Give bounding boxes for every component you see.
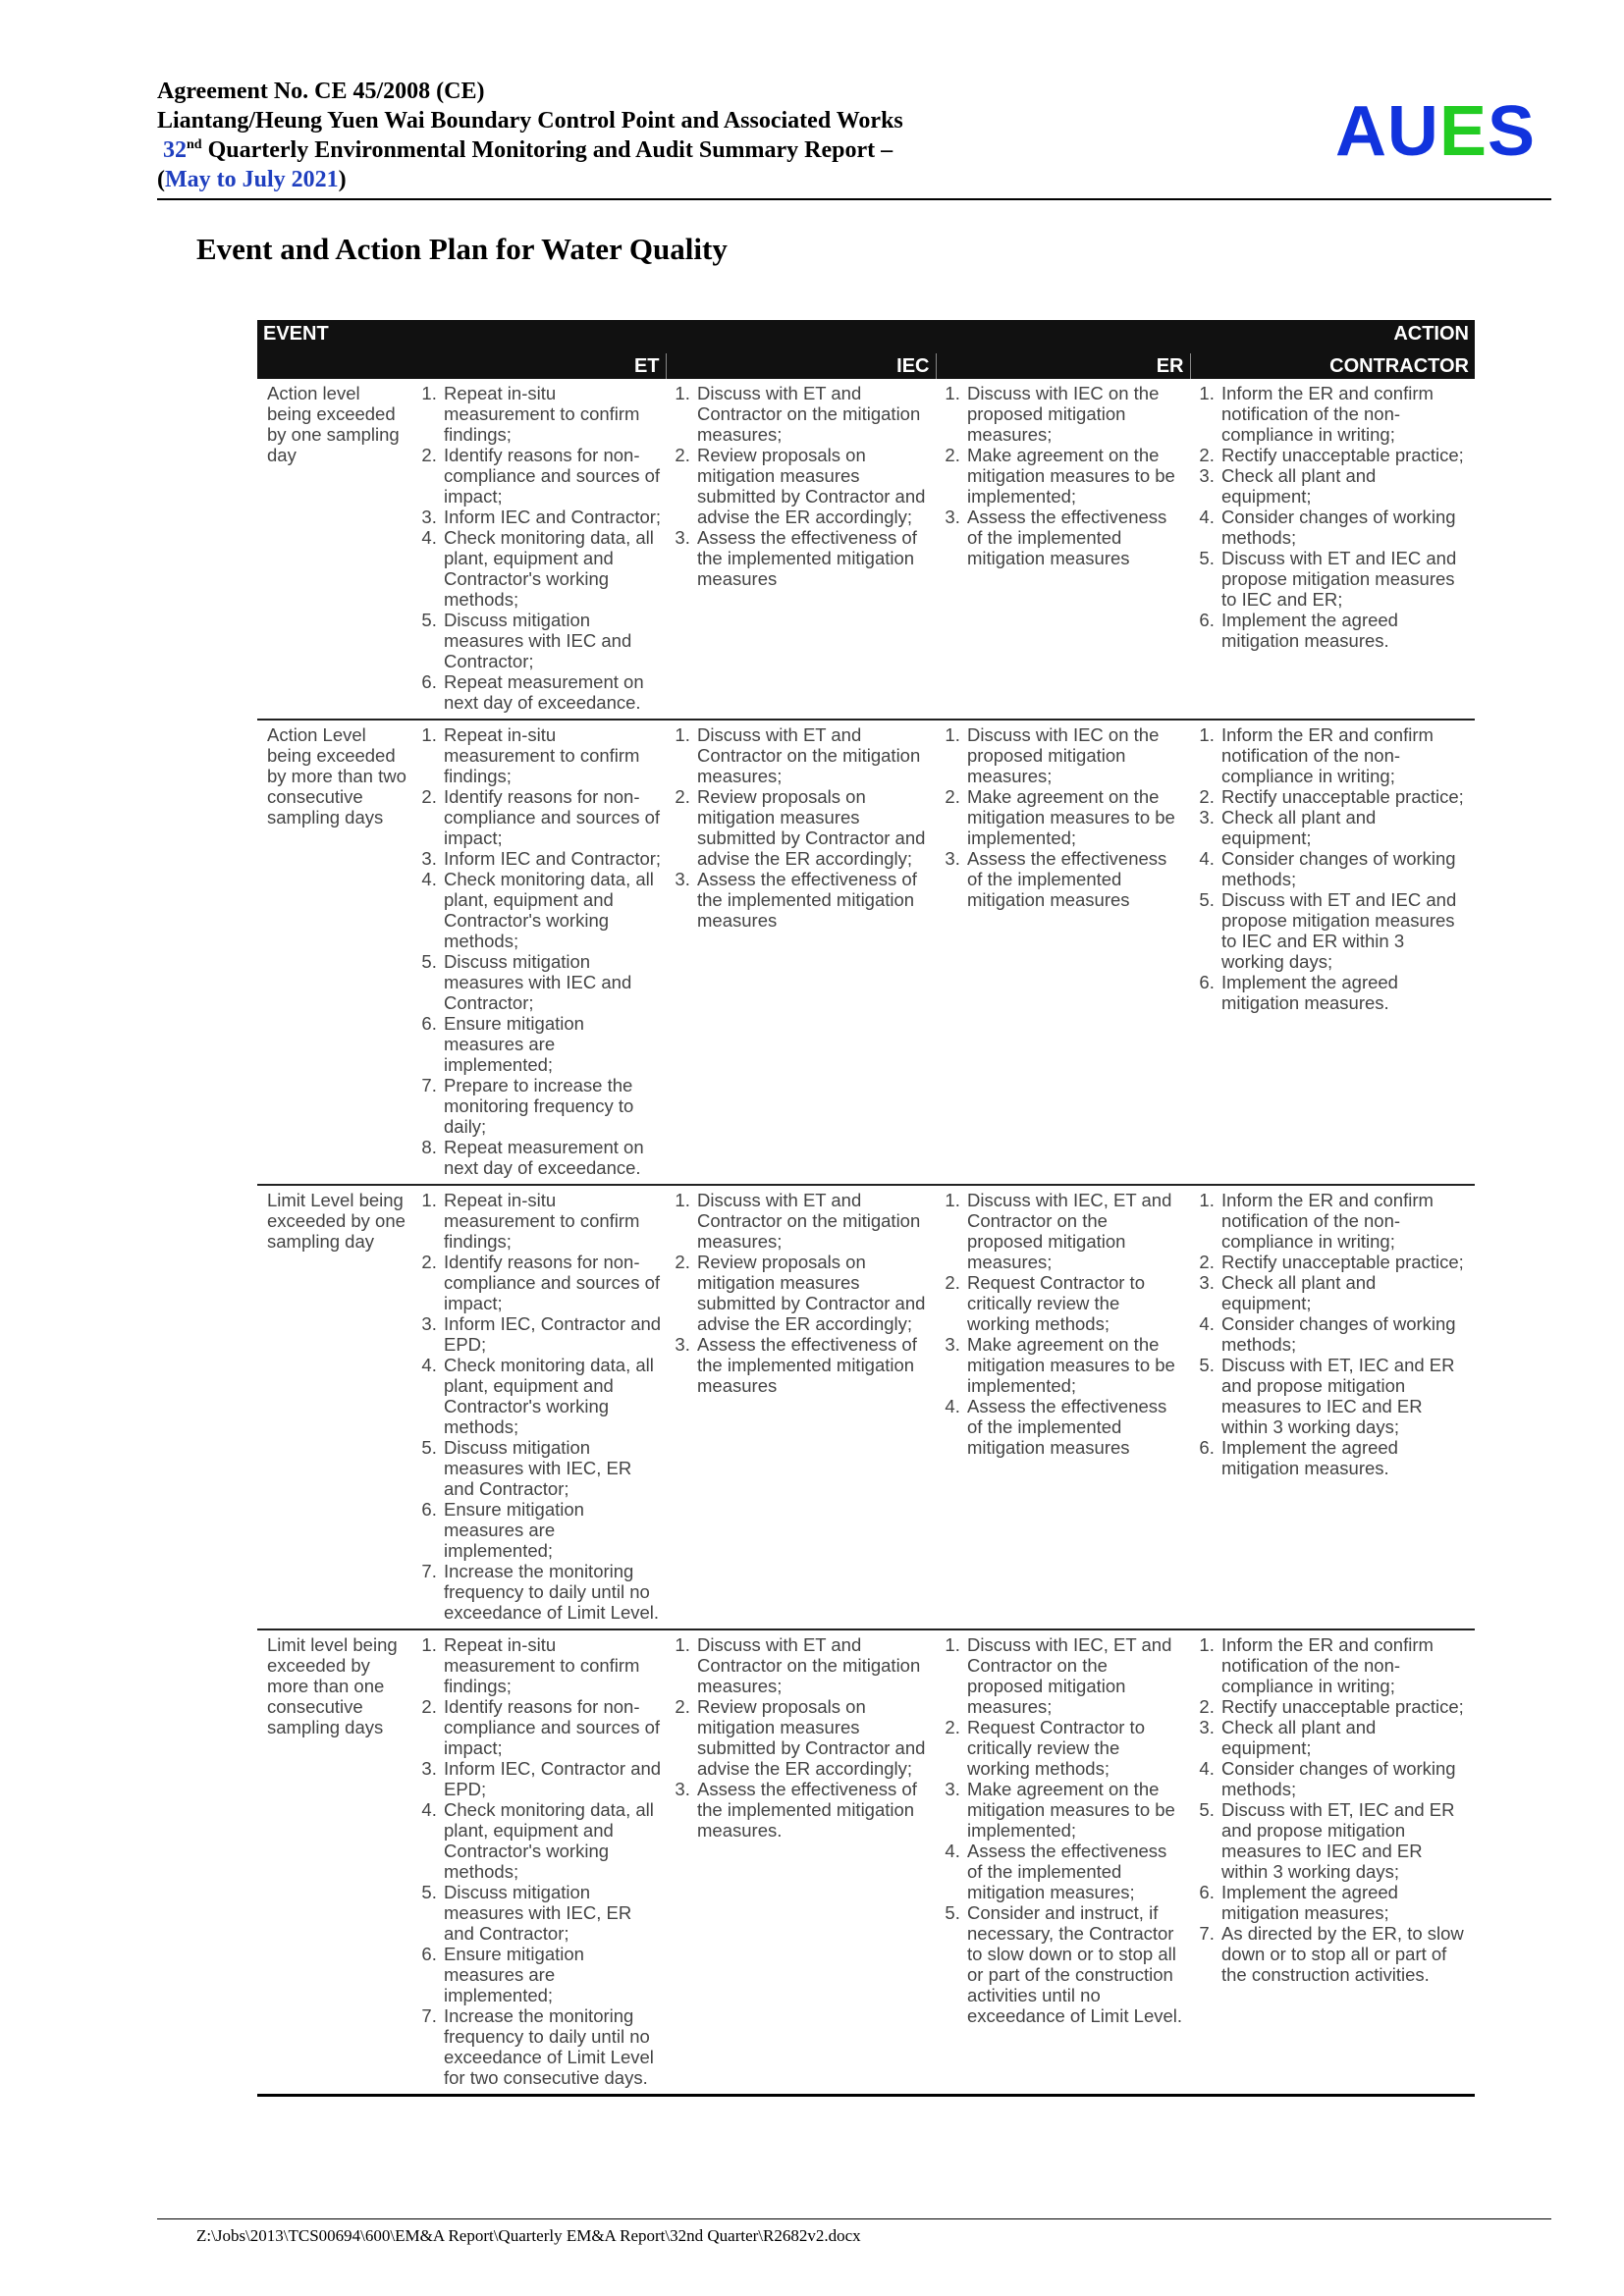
action-item: 1. Inform the ER and confirm notification of the non-compliance in writing;	[1219, 724, 1471, 786]
action-item: 1. Inform the ER and confirm notification of the non-compliance in writing;	[1219, 1634, 1471, 1696]
action-item: 5. Discuss with ET, IEC and ER and propose mitigation measures to IEC and ER within 3 working days;	[1219, 1355, 1471, 1437]
action-item: 3. Inform IEC, Contractor and EPD;	[442, 1758, 662, 1799]
header-iec: IEC	[666, 353, 936, 379]
contractor-action-list	[1196, 724, 1471, 1013]
action-item: 1. Discuss with IEC, ET and Contractor on the proposed mitigation measures;	[965, 1190, 1186, 1272]
et-action-list	[418, 383, 662, 713]
action-item: 6. Repeat measurement on next day of exceedance.	[442, 671, 662, 713]
action-item: 3. Assess the effectiveness of the implemented mitigation measures.	[695, 1779, 932, 1841]
document-header	[157, 77, 1551, 198]
logo-part-2: E	[1438, 92, 1488, 171]
et-action-list	[418, 1190, 662, 1623]
table-row	[257, 379, 1475, 720]
iec-action-list	[672, 724, 932, 931]
footer-divider	[157, 2218, 1551, 2219]
report-number: 32	[163, 137, 187, 163]
action-item: 1. Discuss with ET and Contractor on the mitigation measures;	[695, 1634, 932, 1696]
action-item: 7. Increase the monitoring frequency to daily until no exceedance of Limit Level for two consecutive days.	[442, 2005, 662, 2088]
action-item: 2. Identify reasons for non-compliance and sources of impact;	[442, 1696, 662, 1758]
action-item: 3. Assess the effectiveness of the implemented mitigation measures	[695, 1334, 932, 1396]
action-item: 5. Discuss mitigation measures with IEC and Contractor;	[442, 610, 662, 671]
action-item: 4. Assess the effectiveness of the implemented mitigation measures;	[965, 1841, 1186, 1902]
contractor-cell	[1190, 1629, 1475, 2096]
action-item: 4. Check monitoring data, all plant, equipment and Contractor's working methods;	[442, 869, 662, 951]
action-item: 4. Check monitoring data, all plant, equipment and Contractor's working methods;	[442, 1799, 662, 1882]
action-item: 1. Repeat in-situ measurement to confirm findings;	[442, 1190, 662, 1252]
header-contractor: CONTRACTOR	[1190, 353, 1475, 379]
action-item: 3. Assess the effectiveness of the implemented mitigation measures	[695, 869, 932, 931]
action-item: 3. Check all plant and equipment;	[1219, 1272, 1471, 1313]
logo-part-3: S	[1487, 92, 1536, 171]
action-item: 4. Check monitoring data, all plant, equipment and Contractor's working methods;	[442, 1355, 662, 1437]
header-blank-2	[666, 320, 936, 353]
action-item: 3. Check all plant and equipment;	[1219, 465, 1471, 507]
er-cell	[936, 1185, 1190, 1629]
report-period: May to July 2021	[165, 167, 339, 192]
action-item: 1. Discuss with IEC on the proposed mitigation measures;	[965, 383, 1186, 445]
table-header-row-2	[257, 353, 1475, 379]
et-action-list	[418, 1634, 662, 2088]
action-item: 2. Review proposals on mitigation measures submitted by Contractor and advise the ER accordingly;	[695, 786, 932, 869]
table-row	[257, 720, 1475, 1185]
action-item: 5. Discuss with ET, IEC and ER and propose mitigation measures to IEC and ER within 3 working days;	[1219, 1799, 1471, 1882]
action-item: 1. Discuss with ET and Contractor on the mitigation measures;	[695, 724, 932, 786]
report-title: Quarterly Environmental Monitoring and Audit Summary Report –	[201, 137, 893, 163]
action-item: 3. Inform IEC, Contractor and EPD;	[442, 1313, 662, 1355]
et-cell	[412, 720, 666, 1185]
et-cell	[412, 1629, 666, 2096]
period-open-paren: (	[157, 167, 165, 192]
header-blank-3	[936, 320, 1190, 353]
action-item: 5. Discuss with ET and IEC and propose mitigation measures to IEC and ER within 3 working days;	[1219, 889, 1471, 972]
action-item: 2. Identify reasons for non-compliance and sources of impact;	[442, 445, 662, 507]
action-item: 3. Inform IEC and Contractor;	[442, 848, 662, 869]
action-item: 3. Inform IEC and Contractor;	[442, 507, 662, 527]
action-item: 7. As directed by the ER, to slow down or to stop all or part of the construction activities.	[1219, 1923, 1471, 1985]
action-item: 2. Rectify unacceptable practice;	[1219, 445, 1471, 465]
et-cell	[412, 379, 666, 720]
header-er: ER	[936, 353, 1190, 379]
action-item: 3. Assess the effectiveness of the implemented mitigation measures	[695, 527, 932, 589]
action-item: 5. Consider and instruct, if necessary, the Contractor to slow down or to stop all or part of the construction activities until no exceedance of Limit Level.	[965, 1902, 1186, 2026]
action-item: 2. Review proposals on mitigation measures submitted by Contractor and advise the ER accordingly;	[695, 445, 932, 527]
action-item: 2. Request Contractor to critically review the working methods;	[965, 1272, 1186, 1334]
et-action-list	[418, 724, 662, 1178]
action-item: 1. Discuss with IEC on the proposed mitigation measures;	[965, 724, 1186, 786]
action-item: 2. Rectify unacceptable practice;	[1219, 1252, 1471, 1272]
header-blank-1	[412, 320, 666, 353]
er-action-list	[942, 1190, 1186, 1458]
action-item: 4. Consider changes of working methods;	[1219, 1758, 1471, 1799]
er-action-list	[942, 383, 1186, 568]
header-event-spacer	[257, 353, 412, 379]
action-item: 3. Check all plant and equipment;	[1219, 807, 1471, 848]
footer-file-path: Z:\Jobs\2013\TCS00694\600\EM&A Report\Quarterly EM&A Report\32nd Quarter\R2682v2.docx	[196, 2226, 861, 2245]
er-action-list	[942, 1634, 1186, 2026]
action-item: 3. Assess the effectiveness of the implemented mitigation measures	[965, 507, 1186, 568]
action-item: 6. Implement the agreed mitigation measures.	[1219, 610, 1471, 651]
contractor-action-list	[1196, 1190, 1471, 1478]
company-logo	[1334, 92, 1536, 171]
logo-part-1: AU	[1334, 92, 1439, 171]
action-item: 3. Make agreement on the mitigation measures to be implemented;	[965, 1334, 1186, 1396]
header-et: ET	[412, 353, 666, 379]
agreement-line: Agreement No. CE 45/2008 (CE)	[157, 79, 485, 104]
action-item: 3. Check all plant and equipment;	[1219, 1717, 1471, 1758]
action-item: 1. Repeat in-situ measurement to confirm findings;	[442, 724, 662, 786]
table-header-row-1	[257, 320, 1475, 353]
action-item: 2. Rectify unacceptable practice;	[1219, 1696, 1471, 1717]
event-cell: Limit Level being exceeded by one sampling day	[257, 1185, 412, 1629]
action-item: 3. Make agreement on the mitigation measures to be implemented;	[965, 1779, 1186, 1841]
event-action-table	[257, 320, 1475, 2097]
header-action: ACTION	[1190, 320, 1475, 353]
header-text	[157, 77, 903, 194]
action-item: 6. Ensure mitigation measures are implemented;	[442, 1499, 662, 1561]
header-event: EVENT	[257, 320, 412, 353]
event-cell: Action Level being exceeded by more than two consecutive sampling days	[257, 720, 412, 1185]
action-item: 2. Make agreement on the mitigation measures to be implemented;	[965, 445, 1186, 507]
action-item: 5. Discuss with ET and IEC and propose mitigation measures to IEC and ER;	[1219, 548, 1471, 610]
report-number-suffix: nd	[187, 137, 202, 152]
action-item: 2. Rectify unacceptable practice;	[1219, 786, 1471, 807]
er-cell	[936, 379, 1190, 720]
action-item: 3. Assess the effectiveness of the implemented mitigation measures	[965, 848, 1186, 910]
header-divider	[157, 198, 1551, 200]
action-item: 5. Discuss mitigation measures with IEC, ER and Contractor;	[442, 1437, 662, 1499]
event-action-table-container	[257, 320, 1475, 2097]
contractor-action-list	[1196, 1634, 1471, 1985]
er-action-list	[942, 724, 1186, 910]
action-item: 6. Ensure mitigation measures are implemented;	[442, 1013, 662, 1075]
action-item: 2. Request Contractor to critically review the working methods;	[965, 1717, 1186, 1779]
action-item: 5. Discuss mitigation measures with IEC and Contractor;	[442, 951, 662, 1013]
action-item: 2. Identify reasons for non-compliance and sources of impact;	[442, 1252, 662, 1313]
report-period-line	[157, 165, 903, 194]
et-cell	[412, 1185, 666, 1629]
event-cell: Limit level being exceeded by more than one consecutive sampling days	[257, 1629, 412, 2096]
action-item: 4. Assess the effectiveness of the implemented mitigation measures	[965, 1396, 1186, 1458]
action-item: 6. Implement the agreed mitigation measures;	[1219, 1882, 1471, 1923]
action-item: 7. Increase the monitoring frequency to daily until no exceedance of Limit Level.	[442, 1561, 662, 1623]
action-item: 7. Prepare to increase the monitoring frequency to daily;	[442, 1075, 662, 1137]
er-cell	[936, 720, 1190, 1185]
action-item: 1. Repeat in-situ measurement to confirm findings;	[442, 1634, 662, 1696]
action-item: 4. Consider changes of working methods;	[1219, 848, 1471, 889]
action-item: 1. Inform the ER and confirm notification of the non-compliance in writing;	[1219, 383, 1471, 445]
contractor-action-list	[1196, 383, 1471, 651]
action-item: 2. Review proposals on mitigation measures submitted by Contractor and advise the ER accordingly;	[695, 1252, 932, 1334]
action-item: 4. Consider changes of working methods;	[1219, 1313, 1471, 1355]
report-title-line	[157, 135, 903, 165]
contractor-cell	[1190, 1185, 1475, 1629]
iec-action-list	[672, 1634, 932, 1841]
table-header	[257, 320, 1475, 379]
action-item: 2. Review proposals on mitigation measures submitted by Contractor and advise the ER accordingly;	[695, 1696, 932, 1779]
contractor-cell	[1190, 720, 1475, 1185]
action-item: 1. Discuss with ET and Contractor on the mitigation measures;	[695, 383, 932, 445]
action-item: 4. Consider changes of working methods;	[1219, 507, 1471, 548]
contractor-cell	[1190, 379, 1475, 720]
action-item: 1. Discuss with ET and Contractor on the mitigation measures;	[695, 1190, 932, 1252]
section-title: Event and Action Plan for Water Quality	[196, 232, 728, 266]
event-cell: Action level being exceeded by one sampling day	[257, 379, 412, 720]
iec-cell	[666, 720, 936, 1185]
action-item: 5. Discuss mitigation measures with IEC, ER and Contractor;	[442, 1882, 662, 1944]
iec-action-list	[672, 383, 932, 589]
action-item: 6. Implement the agreed mitigation measures.	[1219, 972, 1471, 1013]
iec-cell	[666, 1185, 936, 1629]
action-item: 1. Inform the ER and confirm notification of the non-compliance in writing;	[1219, 1190, 1471, 1252]
period-close-paren: )	[338, 167, 347, 192]
table-body	[257, 379, 1475, 2096]
action-item: 4. Check monitoring data, all plant, equipment and Contractor's working methods;	[442, 527, 662, 610]
action-item: 6. Ensure mitigation measures are implemented;	[442, 1944, 662, 2005]
action-item: 2. Make agreement on the mitigation measures to be implemented;	[965, 786, 1186, 848]
iec-cell	[666, 379, 936, 720]
er-cell	[936, 1629, 1190, 2096]
iec-cell	[666, 1629, 936, 2096]
action-item: 1. Repeat in-situ measurement to confirm findings;	[442, 383, 662, 445]
action-item: 2. Identify reasons for non-compliance and sources of impact;	[442, 786, 662, 848]
project-line: Liantang/Heung Yuen Wai Boundary Control Point and Associated Works	[157, 108, 903, 133]
action-item: 1. Discuss with IEC, ET and Contractor on the proposed mitigation measures;	[965, 1634, 1186, 1717]
iec-action-list	[672, 1190, 932, 1396]
table-row	[257, 1185, 1475, 1629]
action-item: 8. Repeat measurement on next day of exceedance.	[442, 1137, 662, 1178]
table-row	[257, 1629, 1475, 2096]
action-item: 6. Implement the agreed mitigation measures.	[1219, 1437, 1471, 1478]
